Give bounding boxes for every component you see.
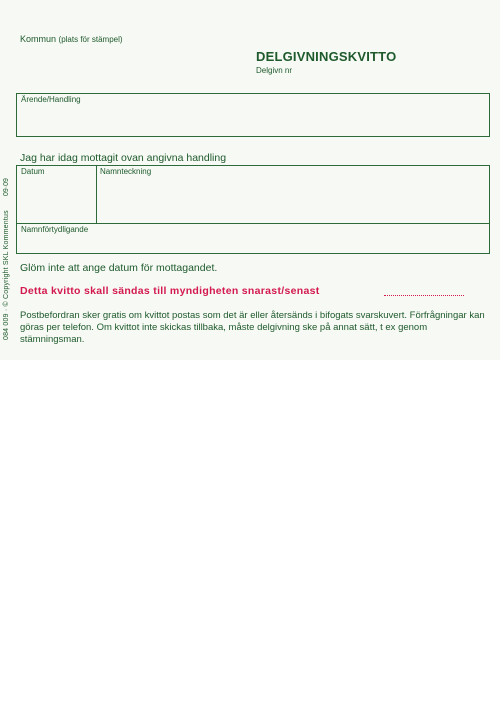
namnfortydligande-label: Namnförtydligande — [21, 225, 89, 234]
delgivn-nr-label: Delgivn nr — [256, 66, 293, 75]
received-statement: Jag har idag mottagit ovan angivna handling — [20, 152, 227, 164]
datum-label: Datum — [21, 167, 45, 176]
reminder-text: Glöm inte att ange datum för mottagandet. — [20, 262, 218, 274]
document-title: DELGIVNINGSKVITTO — [256, 49, 397, 64]
send-notice: Detta kvitto skall sändas till myndigheten snarast/senast — [20, 285, 320, 297]
namnteckning-label: Namnteckning — [100, 167, 152, 176]
datum-field[interactable] — [16, 165, 97, 224]
kommun-hint: (plats för stämpel) — [58, 35, 123, 44]
arende-field[interactable] — [16, 93, 490, 137]
deadline-field[interactable] — [384, 295, 464, 296]
kommun-label — [20, 34, 123, 44]
kommun-text: Kommun — [20, 34, 57, 44]
side-code: 09·09 — [3, 178, 10, 196]
arende-label: Ärende/Handling — [21, 95, 81, 104]
side-copyright: 084 009 · © Copyright SKL Kommentus — [3, 210, 10, 340]
namnteckning-field[interactable] — [96, 165, 490, 224]
postage-paragraph: Postbefordran sker gratis om kvittot postas som det är eller återsänds i bifogats svarskuvert. Förfrågningar kan göras per telefon. Om kvittot inte skickas tillbaka, måste delgivning ske på annat sätt, t ex genom stämningsman. — [20, 310, 485, 345]
namnfortydligande-field[interactable] — [16, 223, 490, 254]
